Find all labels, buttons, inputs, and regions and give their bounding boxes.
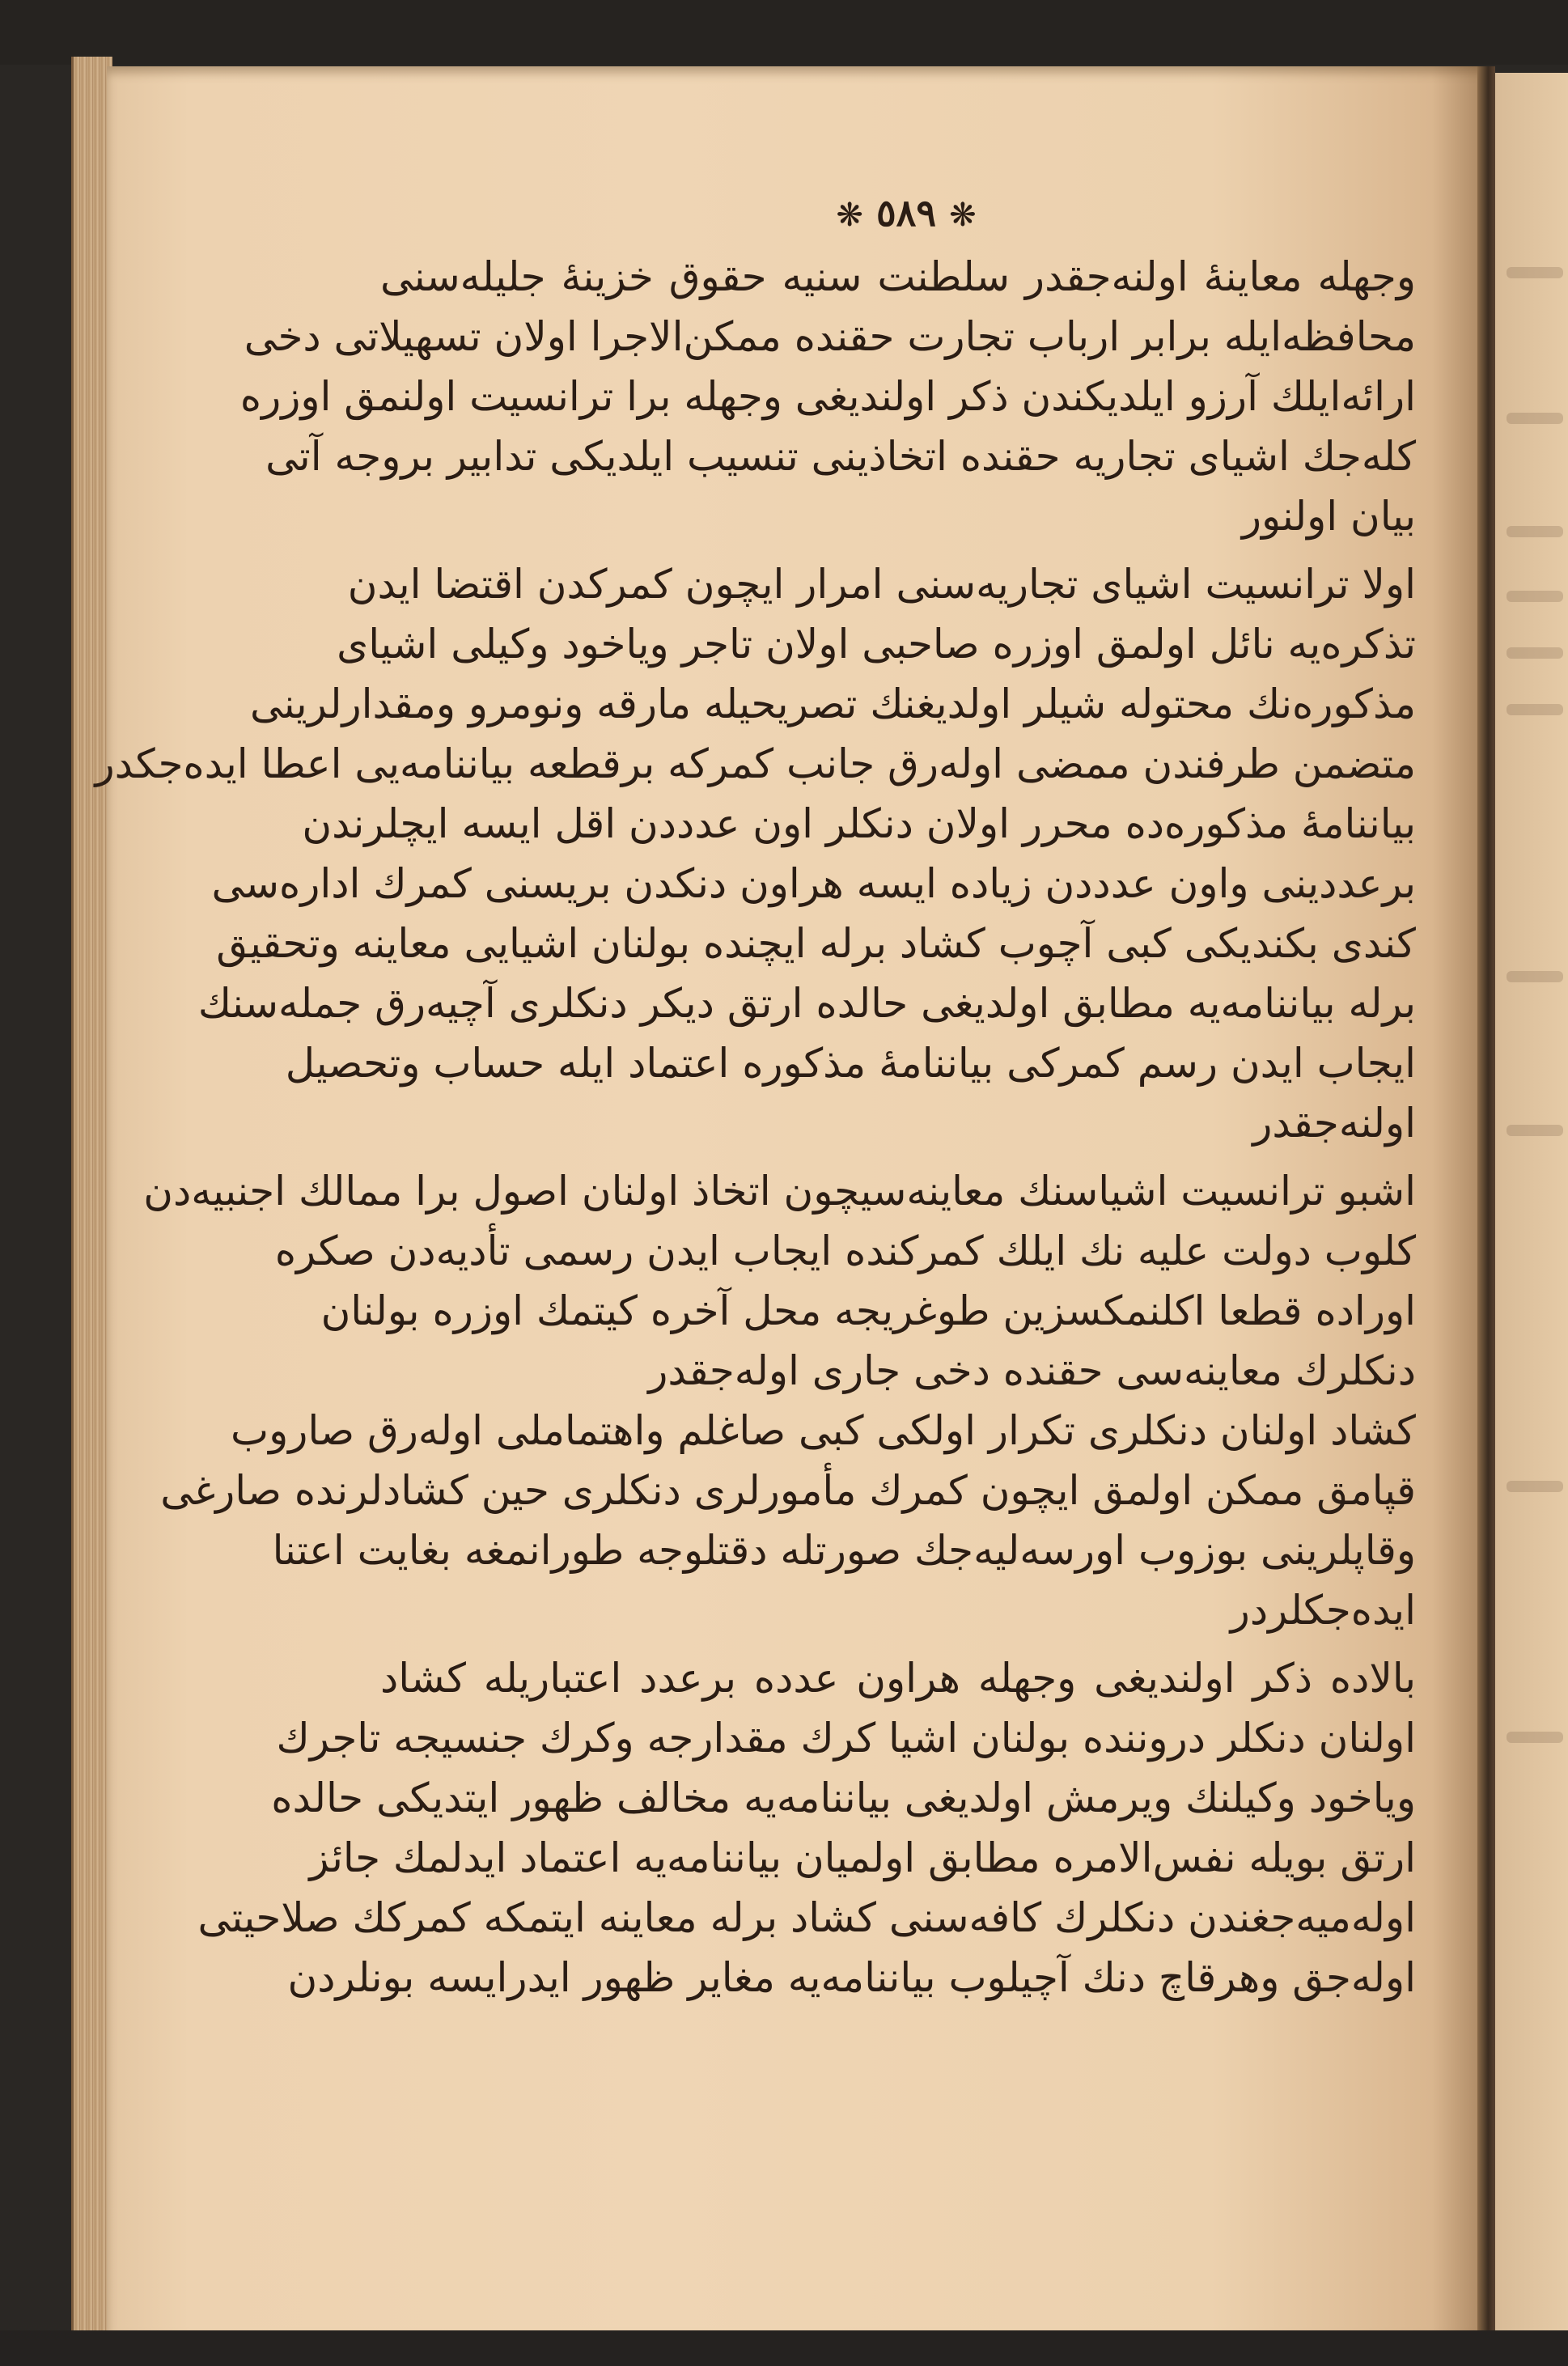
text-line: کشاد اولنان دنکلری تکرار اولکی کبی صاغلم واهتماملی اوله‌رق صاروب <box>231 1407 1416 1454</box>
page-header <box>809 191 1003 235</box>
facing-text-fragment <box>1507 267 1563 278</box>
text-line: وجهله معاینهٔ اولنه‌جقدر سلطنت سنیه حقوق خزینهٔ جلیله‌سنی <box>380 253 1416 300</box>
text-line: اولا ترانسیت اشیای تجاریه‌سنی امرار ایچون کمرکدن اقتضا ایدن <box>347 561 1416 608</box>
text-line: اولنه‌جقدر <box>1252 1100 1416 1147</box>
text-line: اشبو ترانسیت اشیاسنك معاینه‌سیچون اتخاذ اولنان اصول برا ممالك اجنبیه‌دن <box>143 1168 1416 1215</box>
text-line: تذکره‌یه نائل اولمق اوزره صاحبی اولان تاجر ویاخود وکیلی اشیای <box>337 621 1416 668</box>
text-line: ارائه‌ایلك آرزو ایلدیکندن ذکر اولندیغی وجهله برا ترانسیت اولنمق اوزره <box>239 373 1416 420</box>
text-line: اوراده قطعا اکلنمکسزین طوغریجه محل آخره کیتمك اوزره بولنان <box>320 1287 1416 1334</box>
facing-text-fragment <box>1507 413 1563 424</box>
text-line: بالاده ذکر اولندیغی وجهله هراون عدده برعدد اعتباریله کشاد <box>380 1655 1416 1702</box>
text-line: برعددینی واون عدددن زیاده ایسه هراون دنکدن بریسنی کمرك اداره‌سی <box>211 860 1416 907</box>
facing-text-fragment <box>1507 1125 1563 1136</box>
text-line: قپامق ممکن اولمق ایچون کمرك مأمورلری دنکلری حین کشادلرنده صارغی <box>160 1467 1416 1514</box>
text-line: دنکلرك معاینه‌سی حقنده دخی جاری اوله‌جقدر <box>648 1347 1416 1394</box>
text-line: وقاپلرینی بوزوب اورسه‌لیه‌جك صورتله دقتلوجه طورانمغه بغایت اعتنا <box>272 1527 1416 1574</box>
text-line: اولنان دنکلر دروننده بولنان اشیا کرك مقدارجه وکرك جنسیجه تاجرك <box>276 1715 1416 1762</box>
ornament-icon: ❋ <box>836 197 863 234</box>
text-line: کله‌جك اشیای تجاریه حقنده اتخاذینی تنسیب ایلدیکی تدابیر بروجه آتی <box>265 433 1416 480</box>
text-line: ارتق بویله نفس‌الامره مطابق اولمیان بیاننامه‌یه اعتماد ایدلمك جائز <box>309 1834 1416 1881</box>
text-line: ایجاب ایدن رسم کمرکی بیاننامهٔ مذکوره اعتماد ایله حساب وتحصیل <box>285 1040 1416 1087</box>
text-line: مذکوره‌نك محتوله شیلر اولدیغنك تصریحیله مارقه ونومرو ومقدارلرینی <box>249 681 1416 727</box>
text-line: کندی بکندیکی کبی آچوب کشاد برله ایچنده بولنان اشیایی معاینه وتحقیق <box>216 920 1416 967</box>
text-line: کلوب دولت علیه نك ایلك کمرکنده ایجاب ایدن رسمی تأدیه‌دن صکره <box>274 1228 1416 1274</box>
page-number: ٥٨٩ <box>875 191 937 235</box>
text-line: برله بیاننامه‌یه مطابق اولدیغی حالده ارتق دیکر دنکلری آچیه‌رق جمله‌سنك <box>197 980 1416 1027</box>
text-line: ایده‌جکلردر <box>1230 1587 1416 1634</box>
text-line: بیان اولنور <box>1241 493 1416 540</box>
text-line: اوله‌میه‌جغندن دنکلرك کافه‌سنی کشاد برله معاینه ایتمکه کمرکك صلاحیتی <box>197 1894 1416 1941</box>
background-top <box>0 0 1568 65</box>
text-line: بیاننامهٔ مذکوره‌ده محرر اولان دنکلر اون عدددن اقل ایسه ایچلرندن <box>302 800 1416 847</box>
ornament-icon: ❋ <box>949 197 977 234</box>
text-line: محافظه‌ایله برابر ارباب تجارت حقنده ممکن‌الاجرا اولان تسهیلاتی دخی <box>244 313 1416 360</box>
background-bottom <box>0 2330 1568 2366</box>
facing-page <box>1495 73 1568 2330</box>
facing-text-fragment <box>1507 971 1563 982</box>
text-line: متضمن طرفندن ممضی اوله‌رق جانب کمرکه برقطعه بیاننامه‌یی اعطا ایده‌جکدر <box>95 740 1416 787</box>
book-gutter <box>1477 66 1495 2332</box>
facing-text-fragment <box>1507 647 1563 659</box>
facing-text-fragment <box>1507 591 1563 602</box>
facing-text-fragment <box>1507 704 1563 715</box>
facing-text-fragment <box>1507 526 1563 537</box>
text-line: اوله‌جق وهرقاچ دنك آچیلوب بیاننامه‌یه مغایر ظهور ایدرایسه بونلردن <box>287 1954 1416 2001</box>
facing-text-fragment <box>1507 1481 1563 1492</box>
facing-text-fragment <box>1507 1732 1563 1743</box>
text-line: ویاخود وکیلنك ویرمش اولدیغی بیاننامه‌یه مخالف ظهور ایتدیکی حالده <box>271 1774 1416 1821</box>
